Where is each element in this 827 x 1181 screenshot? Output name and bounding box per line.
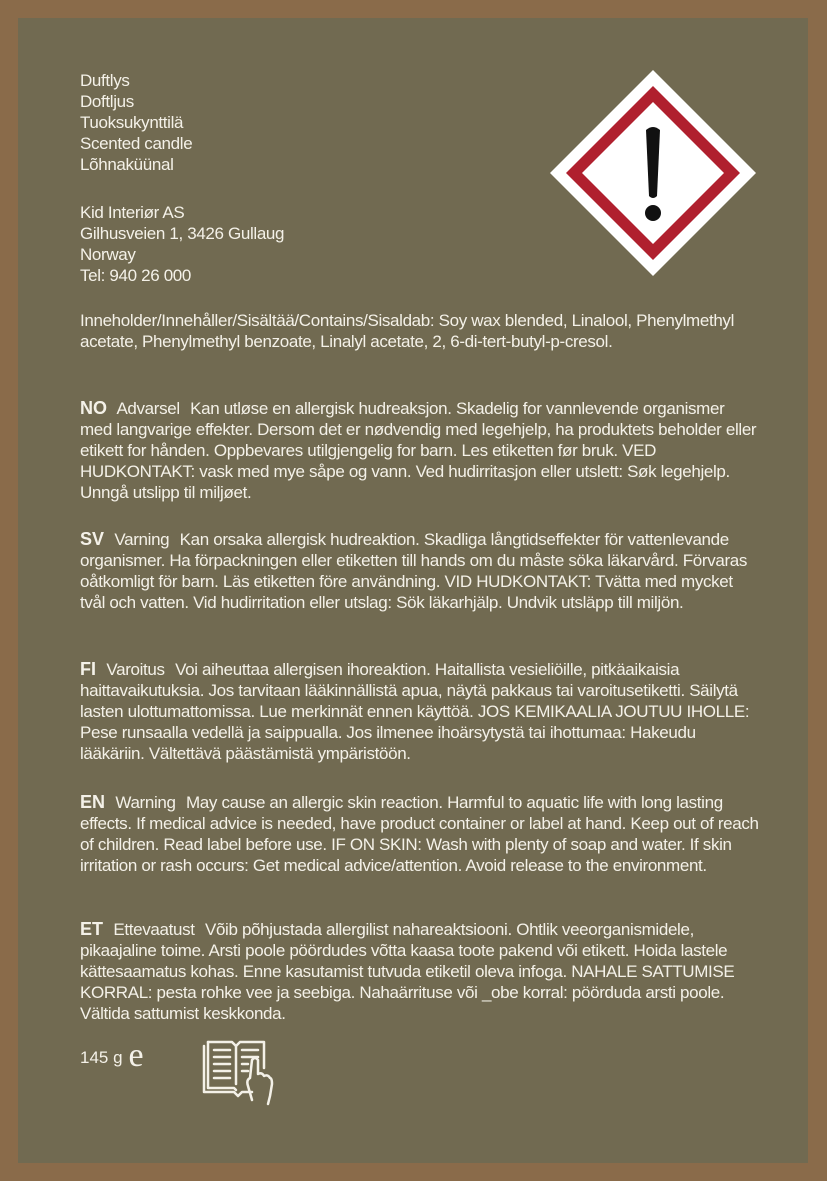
- warning-section-no: [80, 398, 760, 503]
- product-name-sv: Doftljus: [80, 92, 134, 111]
- signal-word: Varoitus: [106, 660, 165, 679]
- product-name-en: Scented candle: [80, 134, 193, 153]
- company-address: Gilhusveien 1, 3426 Gullaug: [80, 224, 285, 243]
- language-code: SV: [80, 529, 105, 549]
- signal-word: Ettevaatust: [113, 920, 195, 939]
- warning-text: Kan orsaka allergisk hudreaktion. Skadliga långtidseffekter för vattenlevande organismer. Ha förpackningen eller etiketten till hands om du måste söka läkarvård. Förvaras oåtkomligt för barn. Läs etiketten före användning. VID HUDKONTAKT: Tvätta med mycket tvål och vatten. Vid hudirritation eller utslag: Sök läkarhjälp. Undvik utsläpp till miljön.: [80, 530, 748, 612]
- signal-word: Warning: [115, 793, 176, 812]
- signal-word: Advarsel: [116, 399, 180, 418]
- net-weight: [80, 1037, 144, 1074]
- company-phone: Tel: 940 26 000: [80, 266, 192, 285]
- weight-value: 145 g: [80, 1048, 123, 1067]
- language-code: FI: [80, 659, 96, 679]
- product-name-et: Lõhnaküünal: [80, 155, 174, 174]
- ghs-exclamation-icon: [548, 68, 758, 278]
- warning-section-et: [80, 919, 760, 1024]
- warning-section-sv: [80, 529, 760, 613]
- product-label: [18, 18, 808, 1163]
- company-country: Norway: [80, 245, 136, 264]
- read-instructions-icon: [198, 1038, 274, 1110]
- company-info: [80, 202, 284, 286]
- language-code: NO: [80, 398, 107, 418]
- product-names: [80, 70, 192, 175]
- language-code: ET: [80, 919, 104, 939]
- product-name-no: Duftlys: [80, 71, 130, 90]
- warning-section-en: [80, 792, 760, 876]
- warning-text: Voi aiheuttaa allergisen ihoreaktion. Haitallista vesieliöille, pitkäaikaisia haittavaikutuksia. Jos tarvitaan lääkinnällistä apua, näytä pakkaus tai varoitusetiketti. Säilytä lasten ulottumattomissa. Lue merkinnät ennen käyttöä. JOS KEMIKAALIA JOUTUU IHOLLE: Pese runsaalla vedellä ja saippualla. Jos ilmenee ihoärsytystä tai ihottumaa: Hakeudu lääkäriin. Vältettävä päästämistä ympäristöön.: [80, 660, 750, 763]
- warning-text: Kan utløse en allergisk hudreaksjon. Skadelig for vannlevende organismer med langvarige effekter. Dersom det er nødvendig med legehjelp, ha produktets beholder eller etikett for hånden. Oppbevares utilgjengelig for barn. Les etiketten før bruk. VED HUDKONTAKT: vask med mye såpe og vann. Ved hudirritasjon eller utslett: Søk legehjelp. Unngå utslipp til miljøet.: [80, 399, 757, 502]
- estimated-sign-icon: e: [128, 1037, 144, 1074]
- signal-word: Varning: [114, 530, 170, 549]
- language-code: EN: [80, 792, 106, 812]
- company-name: Kid Interiør AS: [80, 203, 185, 222]
- warning-text: May cause an allergic skin reaction. Harmful to aquatic life with long lasting effects. If medical advice is needed, have product container or label at hand. Keep out of reach of children. Read label before use. IF ON SKIN: Wash with plenty of soap and water. If skin irritation or rash occurs: Get medical advice/attention. Avoid release to the environment.: [80, 793, 759, 875]
- warning-text: Võib põhjustada allergilist nahareaktsiooni. Ohtlik veeorganismidele, pikaajaline toime. Arsti poole pöördudes võtta kaasa toote pakend või etikett. Hoida lastele kättesaamatus kohas. Enne kasutamist tutvuda etiketil oleva infoga. NAHALE SATTUMISE KORRAL: pesta rohke vee ja seebiga. Nahaärrituse või _obe korral: pöörduda arsti poole. Vältida sattumist keskkonda.: [80, 920, 735, 1023]
- warning-section-fi: [80, 659, 760, 764]
- ingredients-text: Inneholder/Innehåller/Sisältää/Contains/Sisaldab: Soy wax blended, Linalool, Phenylmethyl acetate, Phenylmethyl benzoate, Linalyl acetate, 2, 6-di-tert-butyl-p-cresol.: [80, 311, 735, 351]
- product-name-fi: Tuoksukynttilä: [80, 113, 184, 132]
